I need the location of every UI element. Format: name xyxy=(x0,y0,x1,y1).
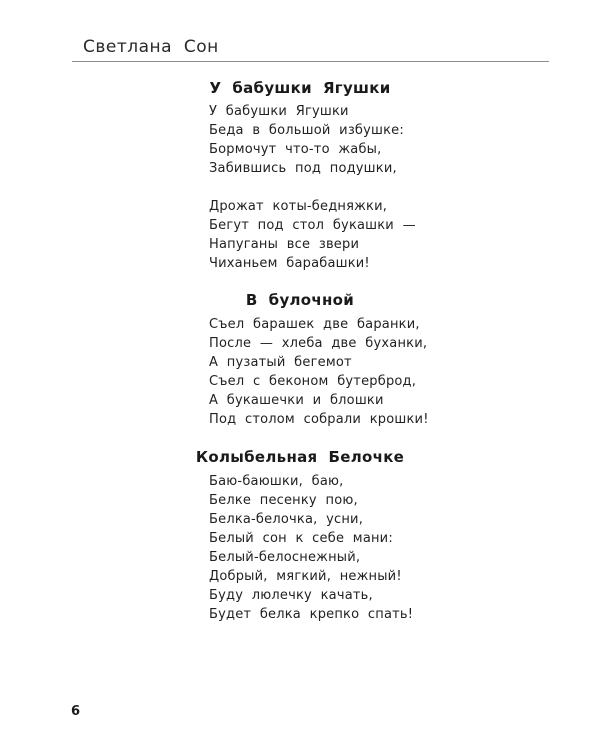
poem-line: Под столом собрали крошки! xyxy=(209,412,429,427)
poem-line: После — хлеба две буханки, xyxy=(209,336,428,351)
poem-line: Дрожат коты-бедняжки, xyxy=(209,199,388,214)
header-author-name: Светлана Сон xyxy=(83,37,219,57)
poem-line: Белый-белоснежный, xyxy=(209,550,361,565)
poem-line: Белке песенку пою, xyxy=(209,493,358,508)
poem-line: Бегут под стол букашки — xyxy=(209,218,416,233)
poem-line: Белый сон к себе мани: xyxy=(209,531,393,546)
poem-line: Напуганы все звери xyxy=(209,237,360,252)
page-number: 6 xyxy=(71,704,81,719)
poem-title: У бабушки Ягушки xyxy=(209,79,391,97)
poem-line: Буду люлечку качать, xyxy=(209,588,373,603)
poem-line: Беда в большой избушке: xyxy=(209,123,404,138)
poem-line: Съел с беконом бутерброд, xyxy=(209,374,417,389)
poem-line: Белка-белочка, усни, xyxy=(209,512,364,527)
poem-line: У бабушки Ягушки xyxy=(209,104,349,119)
poem-line: Забившись под подушки, xyxy=(209,161,397,176)
poem-title: В булочной xyxy=(245,291,355,309)
poem-line: Баю-баюшки, баю, xyxy=(209,474,344,489)
header-divider xyxy=(72,61,549,62)
poem-line: А букашечки и блошки xyxy=(209,393,384,408)
poem-line: А пузатый бегемот xyxy=(209,355,352,370)
poem-line: Будет белка крепко спать! xyxy=(209,607,414,622)
poem-line: Чиханьем барабашки! xyxy=(209,256,370,271)
poem-line: Бормочут что-то жабы, xyxy=(209,142,382,157)
poem-line: Съел барашек две баранки, xyxy=(209,317,420,332)
poem-title: Колыбельная Белочке xyxy=(195,448,405,466)
poem-line: Добрый, мягкий, нежный! xyxy=(209,569,402,584)
